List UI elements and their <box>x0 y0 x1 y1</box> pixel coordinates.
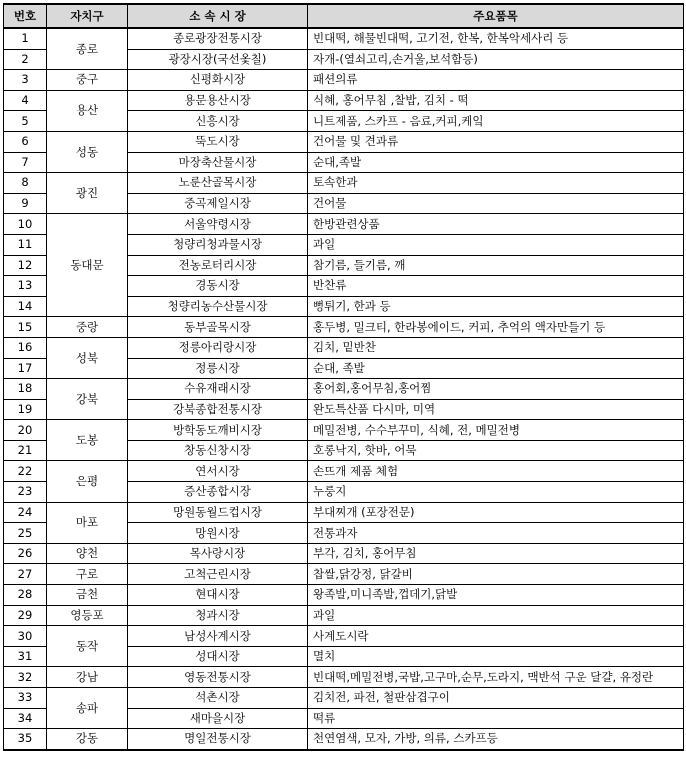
district-cell: 동작 <box>47 626 128 667</box>
market-table <box>3 3 684 751</box>
main-items: 뻥튀기, 한과 등 <box>308 296 684 317</box>
market-name: 서울약령시장 <box>128 214 308 235</box>
market-name: 동부골목시장 <box>128 317 308 338</box>
district-cell: 강동 <box>47 729 128 750</box>
district-cell: 은평 <box>47 461 128 502</box>
market-name: 신평화시장 <box>128 70 308 91</box>
row-number: 17 <box>4 358 47 379</box>
main-items: 과일 <box>308 605 684 626</box>
district-cell: 강남 <box>47 667 128 688</box>
market-name: 노룬산골목시장 <box>128 173 308 194</box>
market-name: 남성사계시장 <box>128 626 308 647</box>
district-cell: 성동 <box>47 131 128 172</box>
main-items: 순대,족발 <box>308 152 684 173</box>
row-number: 34 <box>4 708 47 729</box>
table-row <box>4 90 684 111</box>
row-number: 23 <box>4 482 47 503</box>
table-row <box>4 667 684 688</box>
district-cell: 금천 <box>47 585 128 606</box>
market-name: 정릉시장 <box>128 358 308 379</box>
main-items: 건어물 및 견과류 <box>308 131 684 152</box>
row-number: 18 <box>4 379 47 400</box>
table-row <box>4 564 684 585</box>
main-items: 패션의류 <box>308 70 684 91</box>
row-number: 26 <box>4 543 47 564</box>
header-number: 번호 <box>4 4 47 28</box>
main-items: 빈대떡,메밀전병,국밥,고구마,순무,도라지, 맥반석 구운 달걀, 유정란 <box>308 667 684 688</box>
main-items: 전통과자 <box>308 523 684 544</box>
district-cell: 강북 <box>47 379 128 420</box>
row-number: 3 <box>4 70 47 91</box>
row-number: 33 <box>4 688 47 709</box>
district-cell: 도봉 <box>47 420 128 461</box>
row-number: 10 <box>4 214 47 235</box>
market-name: 청과시장 <box>128 605 308 626</box>
header-market: 소 속 시 장 <box>128 4 308 28</box>
table-row <box>4 688 684 709</box>
market-name: 신흥시장 <box>128 111 308 132</box>
district-cell: 양천 <box>47 543 128 564</box>
table-row <box>4 729 684 750</box>
table-row <box>4 70 684 91</box>
main-items: 토속한과 <box>308 173 684 194</box>
main-items: 한방관련상품 <box>308 214 684 235</box>
district-cell: 중랑 <box>47 317 128 338</box>
main-items: 왕족발,미니족발,껍데기,닭발 <box>308 585 684 606</box>
table-row <box>4 502 684 523</box>
market-name: 방학동도깨비시장 <box>128 420 308 441</box>
market-name: 목사랑시장 <box>128 543 308 564</box>
main-items: 니트제품, 스카프 - 음료,커피,케잌 <box>308 111 684 132</box>
market-name: 명일전통시장 <box>128 729 308 750</box>
market-name: 정릉아리랑시장 <box>128 337 308 358</box>
main-items: 홍어회,홍어무침,홍어찜 <box>308 379 684 400</box>
district-cell: 영등포 <box>47 605 128 626</box>
row-number: 24 <box>4 502 47 523</box>
district-cell: 성북 <box>47 337 128 378</box>
market-name: 중곡제일시장 <box>128 193 308 214</box>
row-number: 1 <box>4 28 47 49</box>
market-name: 현대시장 <box>128 585 308 606</box>
main-items: 떡류 <box>308 708 684 729</box>
table-row <box>4 337 684 358</box>
market-name: 용문용산시장 <box>128 90 308 111</box>
row-number: 8 <box>4 173 47 194</box>
table-row <box>4 585 684 606</box>
table-row <box>4 173 684 194</box>
market-name: 뚝도시장 <box>128 131 308 152</box>
row-number: 12 <box>4 255 47 276</box>
main-items: 과일 <box>308 234 684 255</box>
market-name: 전농로터리시장 <box>128 255 308 276</box>
table-body <box>4 28 684 750</box>
district-cell: 구로 <box>47 564 128 585</box>
row-number: 6 <box>4 131 47 152</box>
table-row <box>4 214 684 235</box>
market-name: 수유재래시장 <box>128 379 308 400</box>
market-name: 마장축산물시장 <box>128 152 308 173</box>
main-items: 멸치 <box>308 646 684 667</box>
table-row <box>4 626 684 647</box>
table-row <box>4 28 684 49</box>
main-items: 사계도시락 <box>308 626 684 647</box>
table-row <box>4 317 684 338</box>
market-name: 망원동월드컵시장 <box>128 502 308 523</box>
main-items: 누룽지 <box>308 482 684 503</box>
market-name: 영동전통시장 <box>128 667 308 688</box>
district-cell: 중구 <box>47 70 128 91</box>
row-number: 11 <box>4 234 47 255</box>
market-name: 종로광장전통시장 <box>128 28 308 49</box>
main-items: 식혜, 홍어무침 ,찰밥, 김치 - 떡 <box>308 90 684 111</box>
main-items: 완도특산품 다시마, 미역 <box>308 399 684 420</box>
main-items: 메밀전병, 수수부꾸미, 식혜, 전, 메밀전병 <box>308 420 684 441</box>
row-number: 32 <box>4 667 47 688</box>
market-name: 새마을시장 <box>128 708 308 729</box>
row-number: 15 <box>4 317 47 338</box>
row-number: 19 <box>4 399 47 420</box>
district-cell: 동대문 <box>47 214 128 317</box>
main-items: 건어물 <box>308 193 684 214</box>
table-row <box>4 461 684 482</box>
main-items: 김치전, 파전, 철판삼겹구이 <box>308 688 684 709</box>
main-items: 반찬류 <box>308 276 684 297</box>
main-items: 찹쌀,닭강정, 닭갈비 <box>308 564 684 585</box>
district-cell: 종로 <box>47 28 128 70</box>
row-number: 4 <box>4 90 47 111</box>
table-row <box>4 420 684 441</box>
market-name: 경동시장 <box>128 276 308 297</box>
row-number: 7 <box>4 152 47 173</box>
market-name: 성대시장 <box>128 646 308 667</box>
main-items: 손뜨개 제품 체험 <box>308 461 684 482</box>
row-number: 30 <box>4 626 47 647</box>
main-items: 순대, 족발 <box>308 358 684 379</box>
main-items: 빈대떡, 해물빈대떡, 고기전, 한복, 한복악세사리 등 <box>308 28 684 49</box>
header-district: 자치구 <box>47 4 128 28</box>
main-items: 부대찌개 (포장전문) <box>308 502 684 523</box>
market-name: 연서시장 <box>128 461 308 482</box>
row-number: 2 <box>4 49 47 70</box>
row-number: 21 <box>4 440 47 461</box>
market-table-container <box>3 3 683 751</box>
table-row <box>4 543 684 564</box>
row-number: 22 <box>4 461 47 482</box>
market-name: 강북종합전통시장 <box>128 399 308 420</box>
market-name: 망원시장 <box>128 523 308 544</box>
district-cell: 용산 <box>47 90 128 131</box>
row-number: 28 <box>4 585 47 606</box>
row-number: 13 <box>4 276 47 297</box>
market-name: 창동신창시장 <box>128 440 308 461</box>
row-number: 9 <box>4 193 47 214</box>
main-items: 자개-(열쇠고리,손거울,보석함등) <box>308 49 684 70</box>
main-items: 참기름, 들기름, 깨 <box>308 255 684 276</box>
main-items: 홍두병, 밀크티, 한라봉에이드, 커피, 추억의 액자만들기 등 <box>308 317 684 338</box>
table-header <box>4 4 684 28</box>
row-number: 31 <box>4 646 47 667</box>
market-name: 석촌시장 <box>128 688 308 709</box>
table-row <box>4 131 684 152</box>
district-cell: 광진 <box>47 173 128 214</box>
row-number: 25 <box>4 523 47 544</box>
market-name: 청량리청과물시장 <box>128 234 308 255</box>
market-name: 고척근린시장 <box>128 564 308 585</box>
row-number: 35 <box>4 729 47 750</box>
row-number: 20 <box>4 420 47 441</box>
header-row <box>4 4 684 28</box>
row-number: 5 <box>4 111 47 132</box>
row-number: 16 <box>4 337 47 358</box>
market-name: 증산종합시장 <box>128 482 308 503</box>
row-number: 14 <box>4 296 47 317</box>
district-cell: 송파 <box>47 688 128 729</box>
main-items: 부각, 김치, 홍어무침 <box>308 543 684 564</box>
market-name: 청량리농수산물시장 <box>128 296 308 317</box>
row-number: 29 <box>4 605 47 626</box>
market-name: 광장시장(국선옻칠) <box>128 49 308 70</box>
main-items: 천연염색, 모자, 가방, 의류, 스카프등 <box>308 729 684 750</box>
table-row <box>4 605 684 626</box>
district-cell: 마포 <box>47 502 128 543</box>
row-number: 27 <box>4 564 47 585</box>
main-items: 김치, 밑반찬 <box>308 337 684 358</box>
table-row <box>4 379 684 400</box>
main-items: 호롱낙지, 핫바, 어묵 <box>308 440 684 461</box>
header-items: 주요품목 <box>308 4 684 28</box>
